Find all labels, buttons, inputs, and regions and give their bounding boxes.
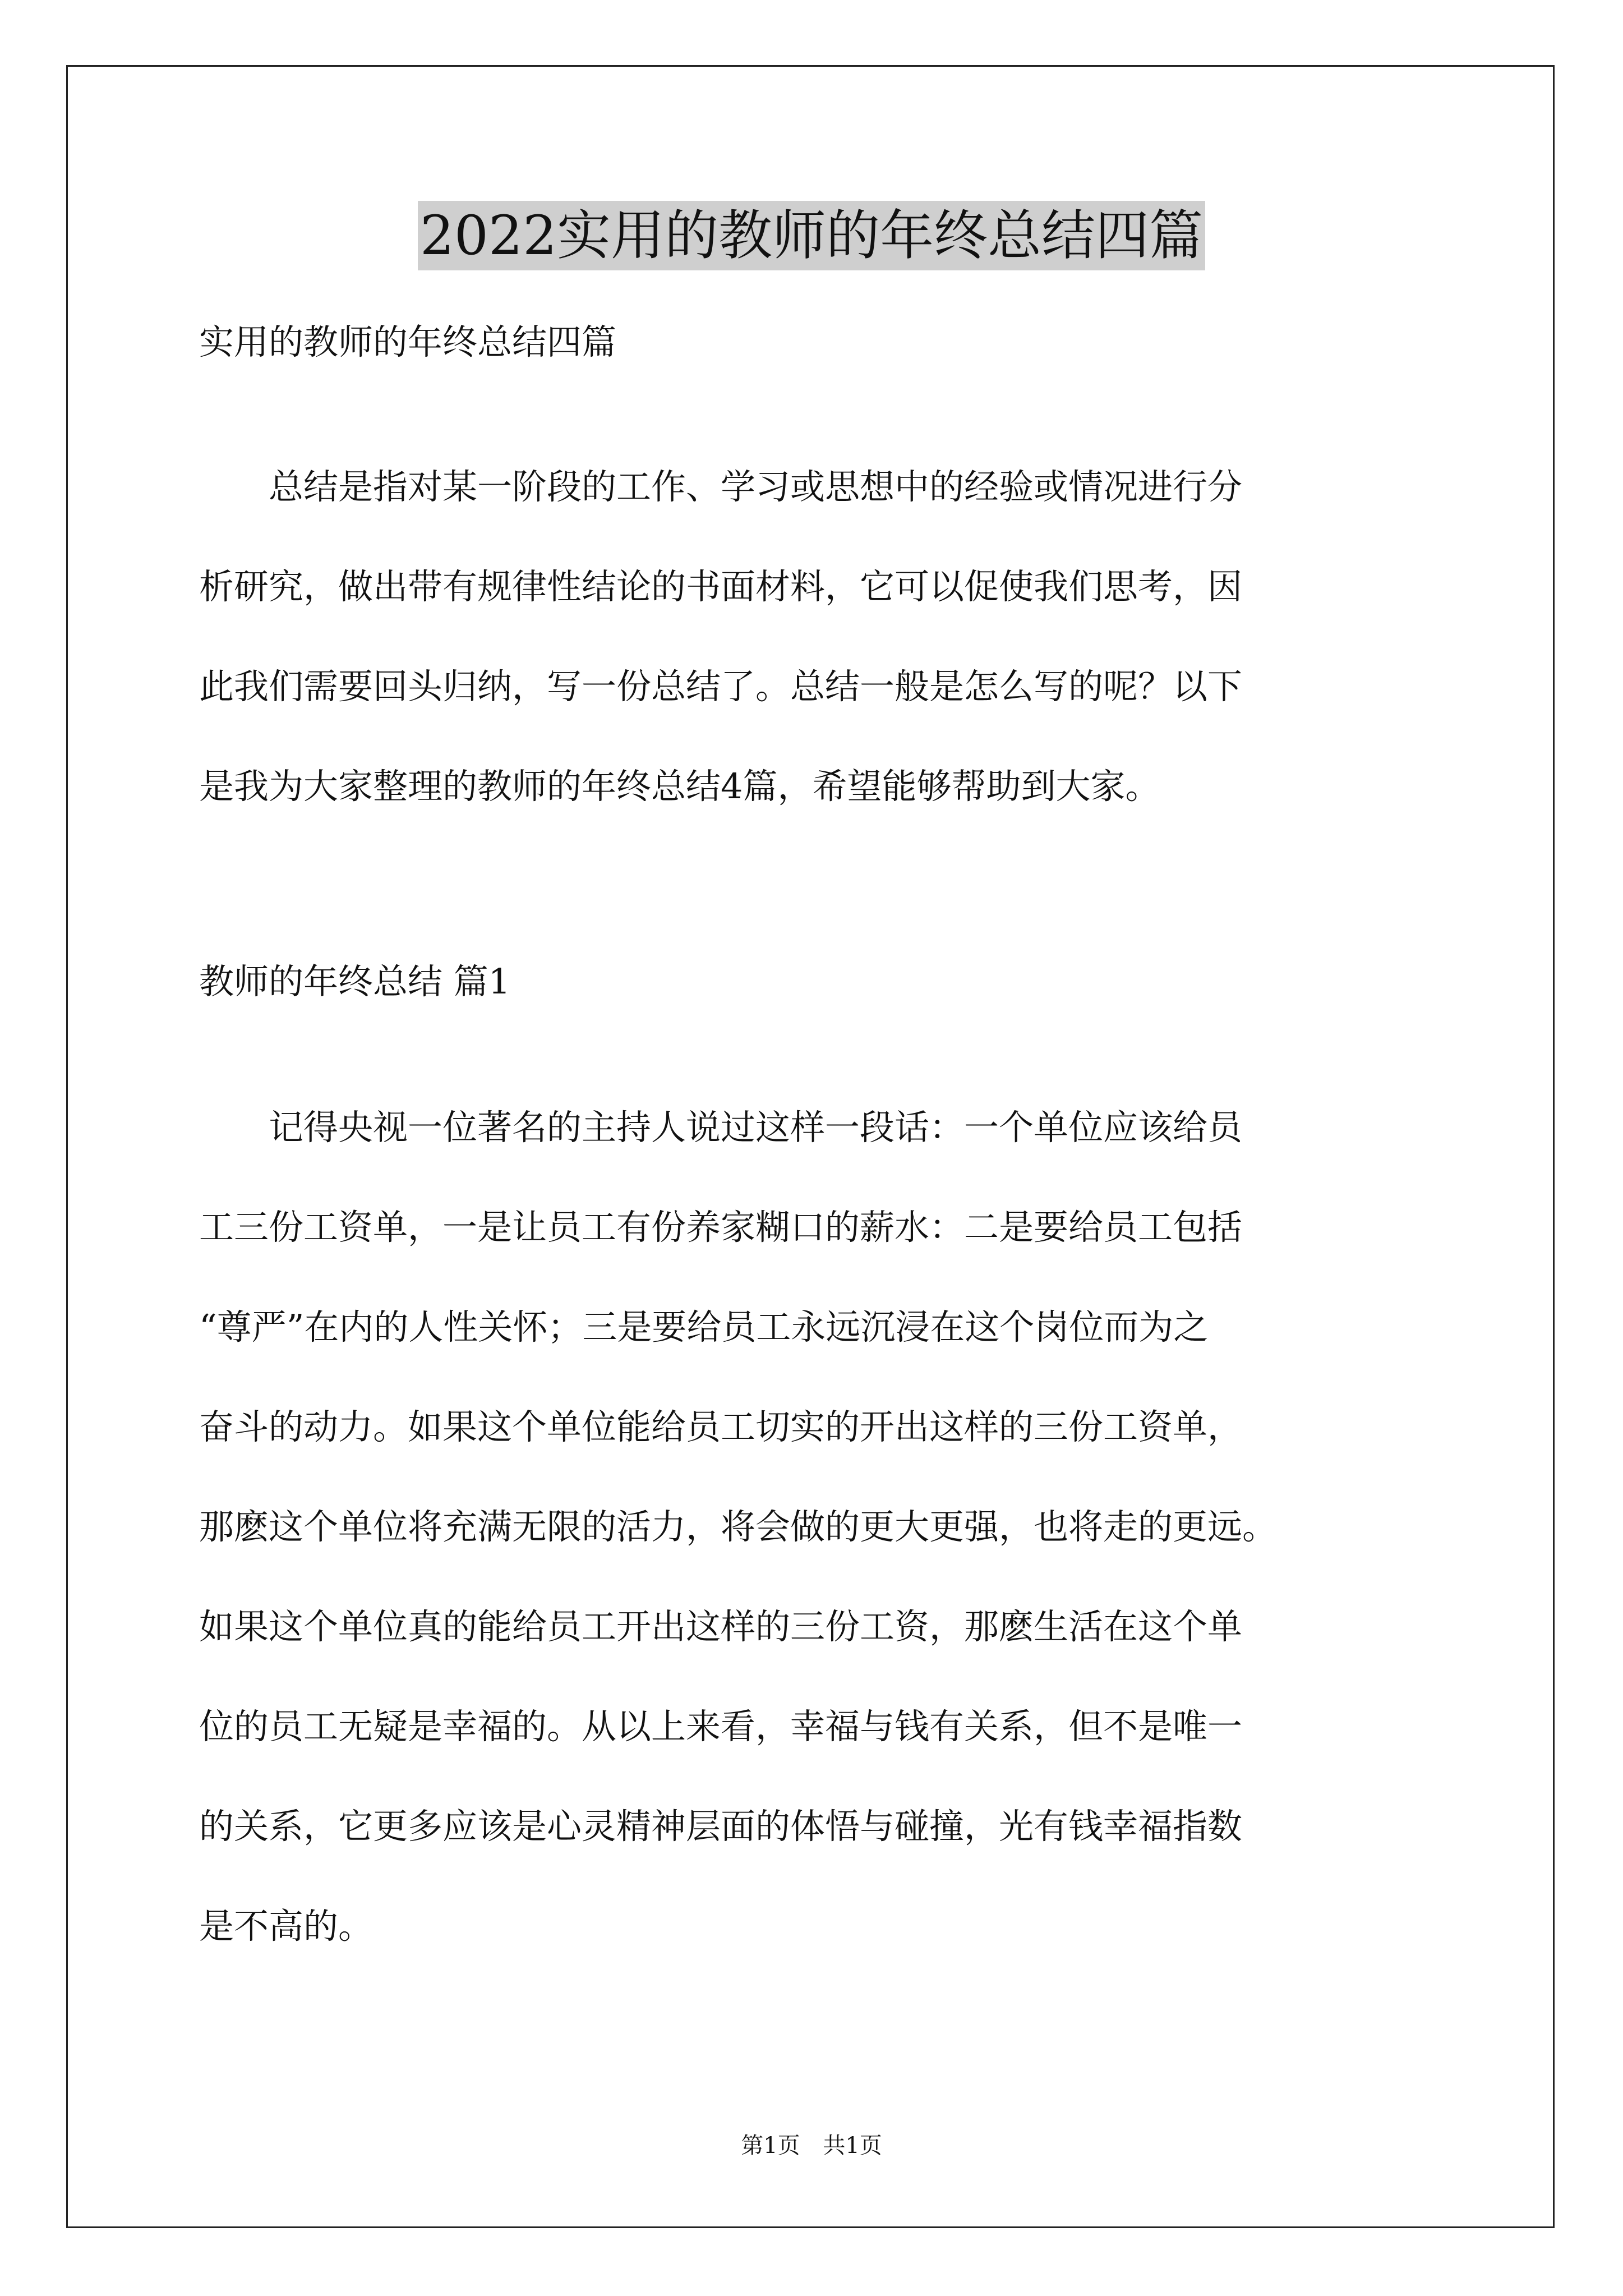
intro-line: 是我为大家整理的教师的年终总结4篇，希望能够帮助到大家。 (199, 766, 1160, 807)
body-line: 位的员工无疑是幸福的。从以上来看，幸福与钱有关系，但不是唯一 (199, 1706, 1243, 1747)
body-line: “尊严”在内的人性关怀；三是要给员工永远沉浸在这个岗位而为之 (199, 1306, 1209, 1347)
body-line: 工三份工资单，一是让员工有份养家糊口的薪水：二是要给员工包括 (199, 1207, 1243, 1248)
intro-line: 析研究，做出带有规律性结论的书面材料，它可以促使我们思考，因 (199, 566, 1243, 607)
body-line: 的关系，它更多应该是心灵精神层面的体悟与碰撞，光有钱幸福指数 (199, 1806, 1243, 1847)
page-number-total: 共1页 (823, 2133, 882, 2159)
intro-line: 总结是指对某一阶段的工作、学习或思想中的经验或情况进行分 (199, 466, 1243, 507)
document-title (0, 199, 1623, 272)
document-subtitle: 实用的教师的年终总结四篇 (199, 321, 617, 362)
intro-line: 此我们需要回头归纳，写一份总结了。总结一般是怎么写的呢？以下 (199, 666, 1243, 707)
section-heading: 教师的年终总结 篇1 (199, 961, 511, 1002)
body-line: 记得央视一位著名的主持人说过这样一段话：一个单位应该给员 (199, 1107, 1243, 1148)
page-number-current: 第1页 (741, 2133, 800, 2159)
body-line: 奋斗的动力。如果这个单位能给员工切实的开出这样的三份工资单， (199, 1406, 1243, 1447)
body-paragraph (199, 1099, 1433, 1998)
document-title-text: 2022实用的教师的年终总结四篇 (418, 201, 1205, 270)
page-footer (0, 2129, 1623, 2162)
intro-paragraph (199, 459, 1433, 858)
body-line: 那麽这个单位将充满无限的活力，将会做的更大更强，也将走的更远。 (199, 1506, 1278, 1547)
body-line: 是不高的。 (199, 1906, 374, 1947)
body-line: 如果这个单位真的能给员工开出这样的三份工资，那麽生活在这个单 (199, 1606, 1243, 1647)
